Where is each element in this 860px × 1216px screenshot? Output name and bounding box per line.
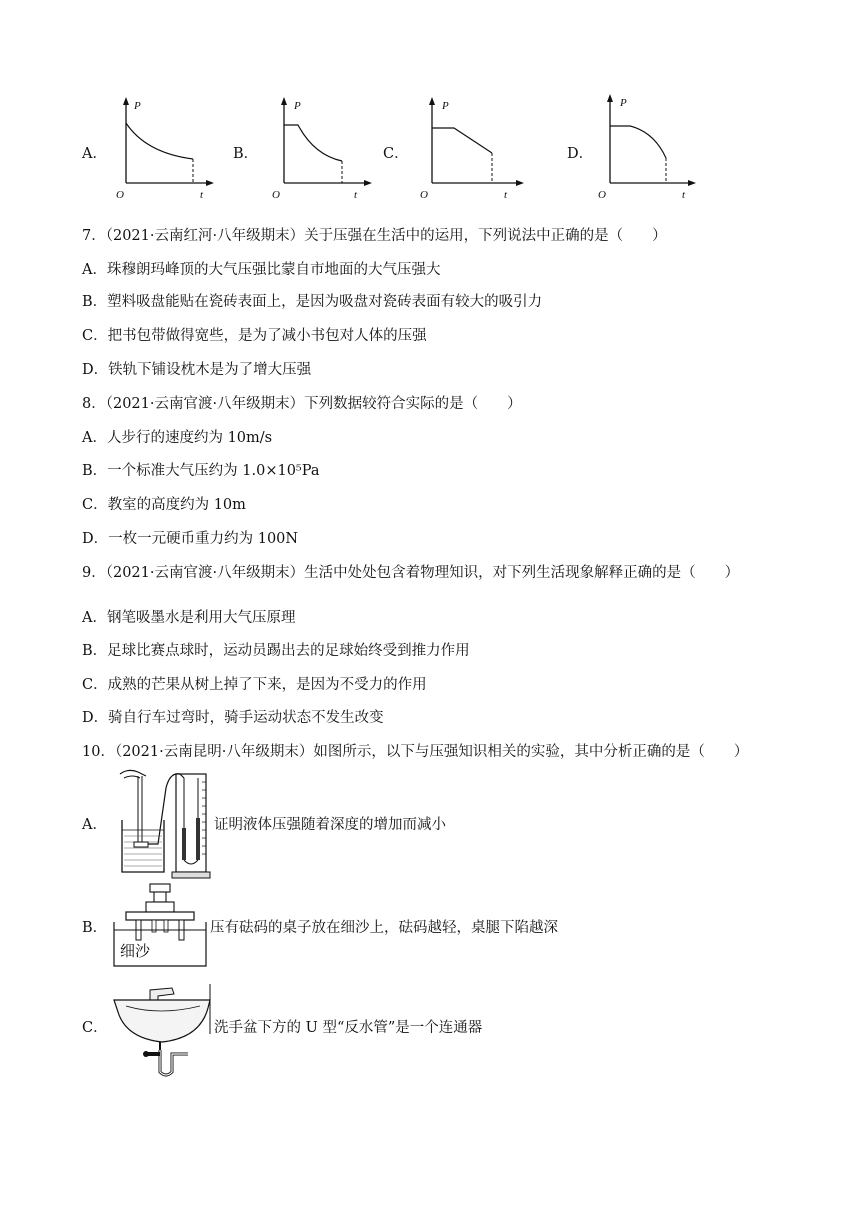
question-10-stem: 10．（2021·云南昆明·八年级期末）如图所示，以下与压强知识相关的实验，其中分析正确的是（ ） — [82, 744, 749, 760]
question-9-option-c: C．成熟的芒果从树上掉了下来，是因为不受力的作用 — [82, 677, 427, 693]
graph-d-curve — [610, 126, 666, 158]
graph-a-o-label: O — [116, 189, 124, 200]
question-9-option-d: D．骑自行车过弯时，骑手运动状态不发生改变 — [82, 710, 384, 726]
graph-b-t-label: t — [354, 189, 358, 200]
question-10-option-c-label: C． — [82, 1020, 108, 1036]
graph-b-y-arrow — [281, 97, 287, 105]
question-7-option-c: C．把书包带做得宽些，是为了减小书包对人体的压强 — [82, 328, 427, 344]
graph-c-y-arrow — [429, 97, 435, 105]
graph-b-p-label: P — [294, 100, 301, 112]
question-10-option-b-text: 压有砝码的桌子放在细沙上，砝码越轻，桌腿下陷越深 — [210, 920, 558, 936]
question-8-stem: 8．（2021·云南官渡·八年级期末）下列数据较符合实际的是（ ） — [82, 396, 522, 412]
question-8-option-a: A．人步行的速度约为 10m/s — [82, 430, 273, 446]
question-10-option-c-text: 洗手盆下方的 U 型“反水管”是一个连通器 — [214, 1020, 483, 1036]
question-9-stem: 9．（2021·云南官渡·八年级期末）生活中处处包含着物理知识，对下列生活现象解释正确的是（ ） — [82, 565, 740, 581]
question-7-stem: 7．（2021·云南红河·八年级期末）关于压强在生活中的运用，下列说法中正确的是（ ） — [82, 228, 667, 244]
washbasin-figure — [110, 980, 214, 1080]
fine-sand-label: 细沙 — [120, 942, 151, 960]
graph-a-curve — [126, 123, 193, 159]
graph-c-o-label: O — [420, 189, 428, 200]
graph-a-label: A． — [82, 146, 107, 162]
question-8-option-d: D．一枚一元硬币重力约为 100N — [82, 531, 299, 547]
graph-c-x-arrow — [516, 180, 524, 186]
graph-b-x-arrow — [364, 180, 372, 186]
graph-d-y-arrow — [607, 94, 613, 102]
graph-b-label: B． — [233, 146, 259, 162]
graph-d-t-label: t — [682, 189, 686, 200]
graph-a-y-arrow — [123, 97, 129, 105]
graph-a — [108, 95, 218, 200]
graph-c-label: C． — [383, 146, 409, 162]
question-8-option-b: B．一个标准大气压约为 1.0×10⁵Pa — [82, 463, 320, 479]
question-7-option-d: D．铁轨下铺设枕木是为了增大压强 — [82, 362, 312, 378]
graph-c-p-label: P — [442, 100, 449, 112]
question-7-option-b: B．塑料吸盘能贴在瓷砖表面上，是因为吸盘对瓷砖表面有较大的吸引力 — [82, 294, 543, 310]
graph-c-t-label: t — [504, 189, 508, 200]
question-10-option-b-label: B． — [82, 920, 108, 936]
graph-d-o-label: O — [598, 189, 606, 200]
sand-table-figure — [112, 882, 208, 968]
question-9-option-a: A．钢笔吸墨水是利用大气压原理 — [82, 610, 296, 626]
graph-b — [266, 95, 376, 200]
question-8-option-c: C．教室的高度约为 10m — [82, 497, 246, 513]
graph-b-o-label: O — [272, 189, 280, 200]
graph-c — [414, 95, 529, 200]
question-10-option-a-label: A． — [82, 817, 107, 833]
graph-d-x-arrow — [688, 180, 696, 186]
question-10-option-a-text: 证明液体压强随着深度的增加而减小 — [214, 817, 446, 833]
graph-c-curve — [432, 128, 492, 153]
graph-d — [592, 92, 702, 200]
question-7-option-a: A．珠穆朗玛峰顶的大气压强比蒙自市地面的大气压强大 — [82, 262, 441, 278]
graph-a-t-label: t — [200, 189, 204, 200]
pressure-gauge-figure — [118, 768, 212, 880]
graph-d-label: D． — [567, 146, 594, 162]
graph-a-p-label: P — [134, 100, 141, 112]
graph-d-p-label: P — [620, 97, 627, 109]
graph-a-x-arrow — [206, 180, 214, 186]
graph-b-curve — [284, 125, 342, 161]
question-9-option-b: B．足球比赛点球时，运动员踢出去的足球始终受到推力作用 — [82, 643, 470, 659]
